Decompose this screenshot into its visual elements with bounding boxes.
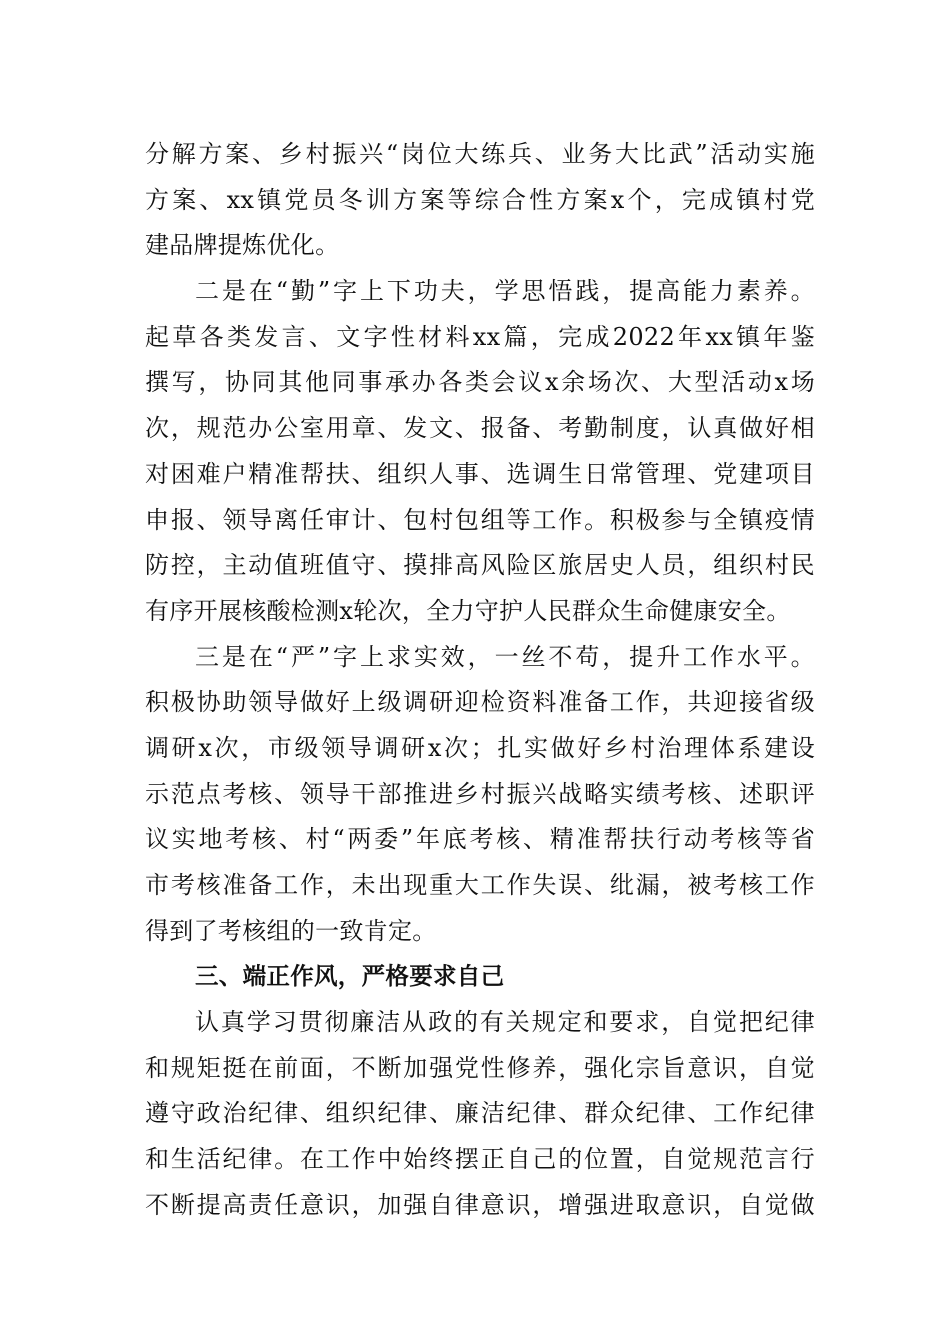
- text-line: 积极协助领导做好上级调研迎检资料准备工作，共迎接省级: [145, 688, 815, 717]
- text-line: 次，规范办公室用章、发文、报备、考勤制度，认真做好相: [145, 414, 815, 443]
- text-line: 起草各类发言、文字性材料xx篇，完成2022年xx镇年鉴: [145, 322, 815, 351]
- document-body: [145, 132, 815, 1229]
- text-line: 对困难户精准帮扶、组织人事、选调生日常管理、党建项目: [145, 459, 815, 488]
- text-line: 不断提高责任意识，加强自律意识，增强进取意识，自觉做: [145, 1190, 815, 1219]
- text-line: 议实地考核、村“两委”年底考核、精准帮扶行动考核等省: [145, 825, 815, 854]
- text-line: 遵守政治纪律、组织纪律、廉洁纪律、群众纪律、工作纪律: [145, 1099, 815, 1128]
- text-line: 分解方案、乡村振兴“岗位大练兵、业务大比武”活动实施: [145, 140, 815, 168]
- paragraph-start-line: 三是在“严”字上求实效，一丝不苟，提升工作水平。: [195, 642, 815, 671]
- text-line: 得到了考核组的一致肯定。: [145, 916, 437, 945]
- text-line: 和规矩挺在前面，不断加强党性修养，强化宗旨意识，自觉: [145, 1053, 815, 1082]
- text-line: 防控，主动值班值守、摸排高风险区旅居史人员，组织村民: [145, 551, 815, 580]
- text-line: 市考核准备工作，未出现重大工作失误、纰漏，被考核工作: [145, 871, 815, 899]
- paragraph-start-line: 认真学习贯彻廉洁从政的有关规定和要求，自觉把纪律: [195, 1008, 815, 1037]
- section-heading: 三、端正作风，严格要求自己: [195, 962, 505, 991]
- text-line: 示范点考核、领导干部推进乡村振兴战略实绩考核、述职评: [145, 779, 815, 808]
- text-line: 申报、领导离任审计、包村包组等工作。积极参与全镇疫情: [145, 505, 815, 534]
- text-line: 建品牌提炼优化。: [145, 231, 340, 260]
- text-line: 方案、xx镇党员冬训方案等综合性方案x个，完成镇村党: [145, 185, 815, 214]
- text-line: 调研x次，市级领导调研x次；扎实做好乡村治理体系建设: [145, 733, 815, 762]
- paragraph-start-line: 二是在“勤”字上下功夫，学思悟践，提高能力素养。: [195, 277, 815, 306]
- text-line: 有序开展核酸检测x轮次，全力守护人民群众生命健康安全。: [145, 596, 791, 625]
- text-line: 和生活纪律。在工作中始终摆正自己的位置，自觉规范言行: [145, 1145, 815, 1174]
- text-line: 撰写，协同其他同事承办各类会议x余场次、大型活动x场: [145, 368, 815, 397]
